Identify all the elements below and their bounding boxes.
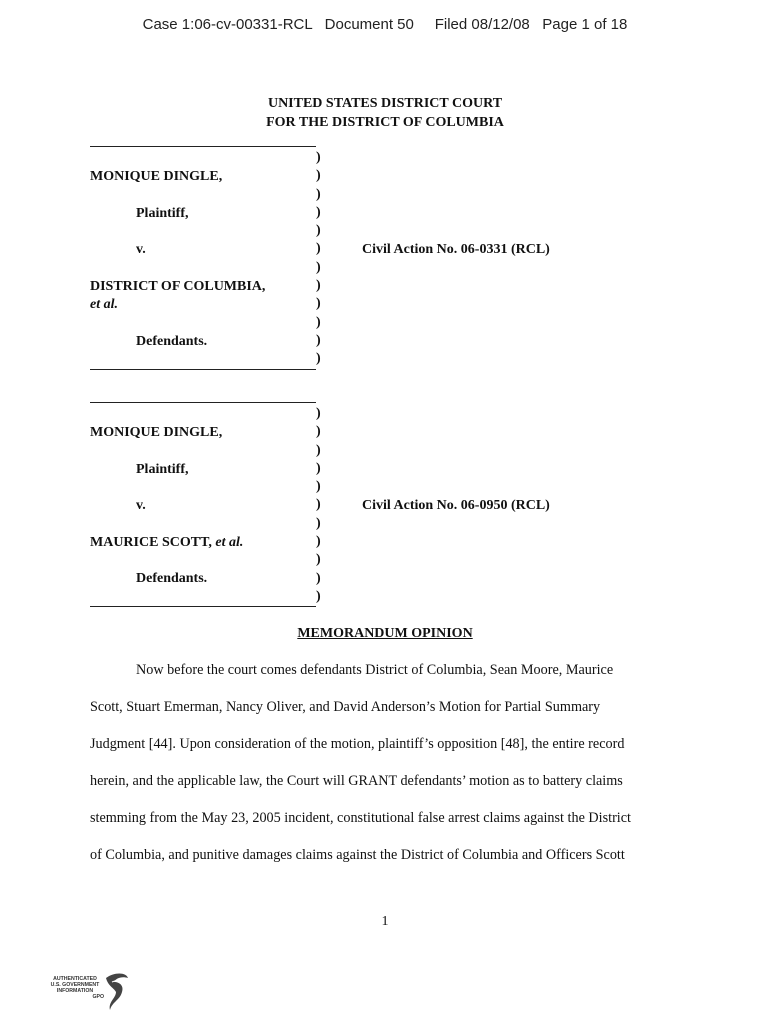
defendant-name: DISTRICT OF COLUMBIA,	[90, 279, 266, 294]
et-al: et al.	[215, 535, 244, 550]
caption-parens: ) ) ) ) ) ) ) ) ) ) )	[316, 406, 321, 604]
civil-action-number: Civil Action No. 06-0331 (RCL)	[362, 242, 550, 257]
body-line: Judgment [44]. Upon consideration of the motion, plaintiff’s opposition [48], the entire record	[90, 736, 625, 752]
defendant-role: Defendants.	[136, 334, 208, 349]
defendant-name: MAURICE SCOTT, et al.	[90, 535, 244, 550]
et-al: et al.	[90, 297, 118, 312]
body-line: of Columbia, and punitive damages claims against the District of Columbia and Officers Scott	[90, 847, 625, 863]
body-line: stemming from the May 23, 2005 incident, constitutional false arrest claims against the District	[90, 810, 631, 826]
caption-top-rule	[90, 146, 316, 147]
court-name-line-1: UNITED STATES DISTRICT COURT	[267, 96, 503, 111]
plaintiff-name: MONIQUE DINGLE,	[90, 425, 223, 440]
plaintiff-name: MONIQUE DINGLE,	[90, 169, 223, 184]
civil-action-number: Civil Action No. 06-0950 (RCL)	[362, 498, 550, 513]
body-line: Scott, Stuart Emerman, Nancy Oliver, and David Anderson’s Motion for Partial Summary	[90, 699, 601, 715]
logo-text: AUTHENTICATED U.S. GOVERNMENT INFORMATION GPO	[50, 976, 104, 1000]
caption-parens: ) ) ) ) ) ) ) ) ) ) ) )	[316, 150, 321, 367]
opinion-title: MEMORANDUM OPINION	[297, 626, 473, 641]
defendant-role: Defendants.	[136, 571, 208, 586]
page-number: 1	[381, 914, 389, 929]
plaintiff-role: Plaintiff,	[136, 462, 189, 477]
eagle-icon	[102, 970, 130, 1014]
plaintiff-role: Plaintiff,	[136, 206, 189, 221]
versus: v.	[136, 242, 146, 257]
caption-top-rule	[90, 402, 316, 403]
body-line: herein, and the applicable law, the Court will GRANT defendants’ motion as to battery claims	[90, 773, 623, 789]
court-name-line-2: FOR THE DISTRICT OF COLUMBIA	[266, 115, 504, 130]
versus: v.	[136, 498, 146, 513]
body-line: Now before the court comes defendants District of Columbia, Sean Moore, Maurice	[136, 662, 614, 678]
caption-bottom-rule	[90, 606, 316, 607]
caption-bottom-rule	[90, 369, 316, 370]
case-header: Case 1:06-cv-00331-RCL Document 50 Filed 08/12/08 Page 1 of 18	[142, 16, 628, 33]
gpo-authentication-logo	[40, 968, 140, 1018]
